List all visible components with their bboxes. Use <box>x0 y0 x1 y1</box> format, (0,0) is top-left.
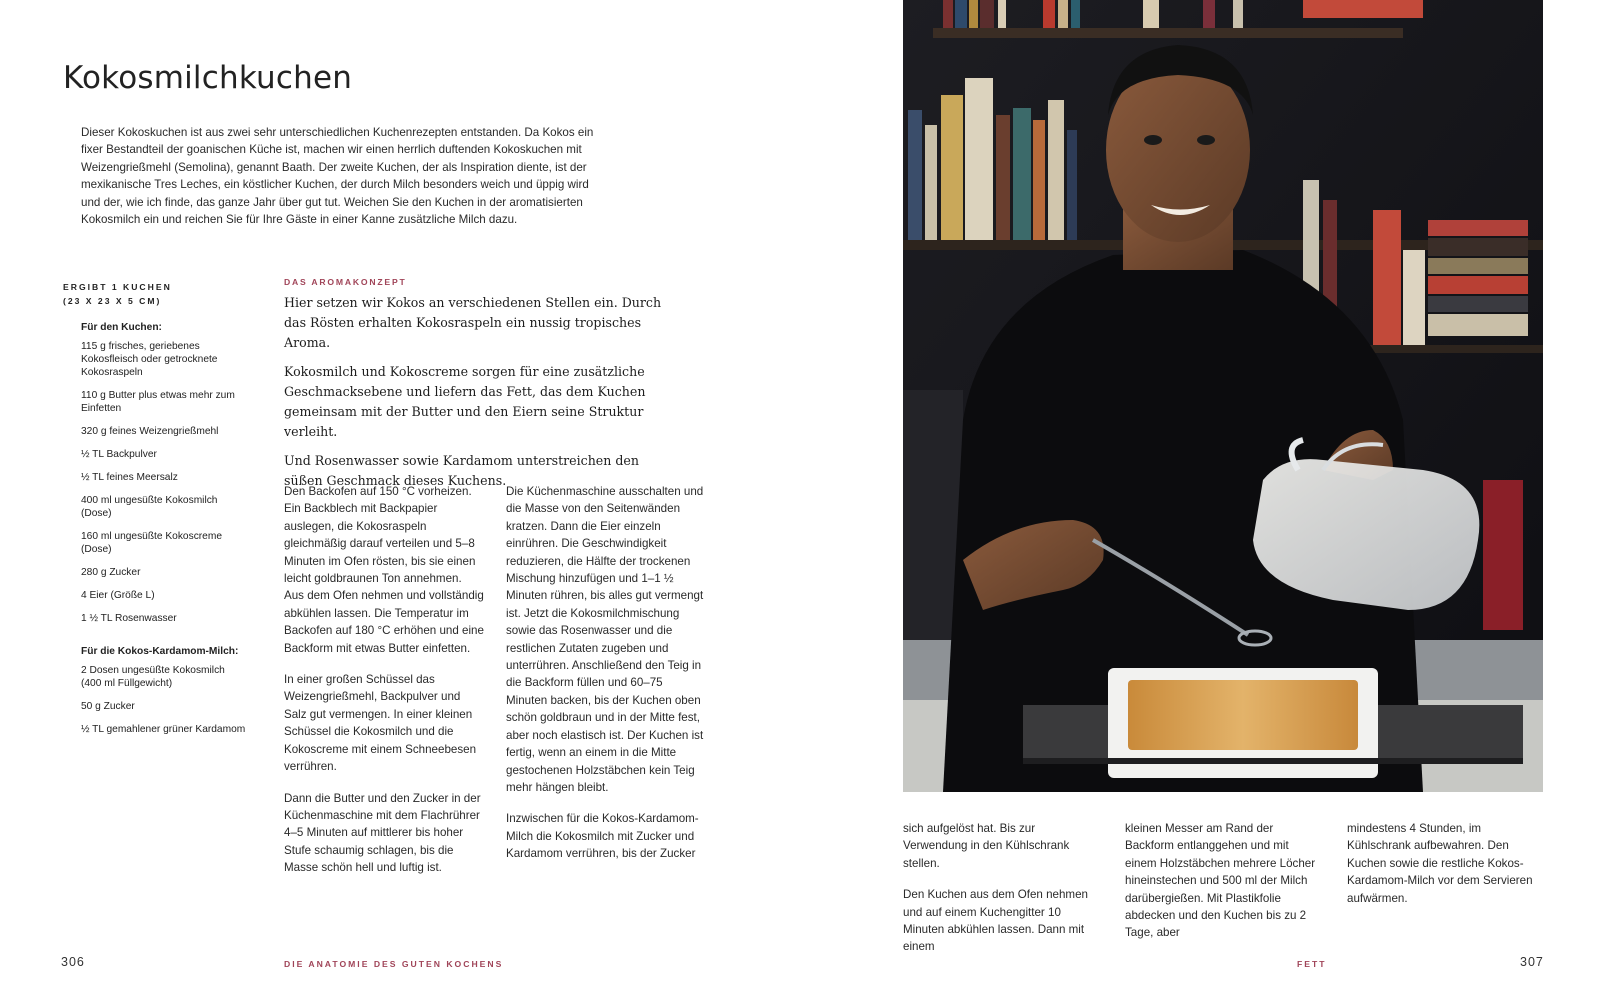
running-title-left: DIE ANATOMIE DES GUTEN KOCHENS <box>284 959 504 969</box>
yield-line-2: (23 X 23 X 5 CM) <box>63 296 162 306</box>
ingredient-item: 160 ml ungesüßte Kokoscreme (Dose) <box>81 531 222 555</box>
ingredient-item: 400 ml ungesüßte Kokosmilch (Dose) <box>81 495 218 519</box>
ingredient-item: 2 Dosen ungesüßte Kokosmilch (400 ml Füllgewicht) <box>81 665 225 689</box>
method-paragraph: Inzwischen für die Kokos-Kardamom-Milch die Kokosmilch mit Zucker und Kardamom verrühren, bis der Zucker <box>506 812 699 861</box>
aroma-concept <box>284 293 664 500</box>
ingredient-item: 110 g Butter plus etwas mehr zum Einfetten <box>81 390 235 414</box>
aroma-concept-paragraph: Kokosmilch und Kokoscreme sorgen für eine zusätzliche Geschmacksebene und liefern das Fett, das dem Kuchen gemeinsam mit der Butter und den Eiern seine Struktur verleiht. <box>284 364 646 439</box>
ingredient-item: 115 g frisches, geriebenes Kokosfleisch oder getrocknete Kokosraspeln <box>81 341 218 378</box>
ingredient-list <box>81 321 246 746</box>
method-paragraph: kleinen Messer am Rand der Backform entlanggehen und mit einem Holzstäbchen mehrere Löcher hineinstechen und 500 ml der Milch darübergießen. Mit Plastikfolie abdecken und den Kuchen bis zu 2 Tage, aber <box>1125 822 1316 940</box>
ingredient-item: 4 Eier (Größe L) <box>81 590 155 601</box>
ingredient-group-milk <box>81 664 246 736</box>
aroma-concept-paragraph: Hier setzen wir Kokos an verschiedenen Stellen ein. Durch das Rösten erhalten Kokosraspeln ein nussig tropisches Aroma. <box>284 295 662 350</box>
method-column-4 <box>1125 820 1323 956</box>
recipe-intro: Dieser Kokoskuchen ist aus zwei sehr unterschiedlichen Kuchenrezepten entstanden. Da Kokos ein fixer Bestandteil der goanischen Küche ist, machen wir einen herrlich duftenden Kokoskuchen mit Weizengrießmehl (Semolina), genannt Baath. Der zweite Kuchen, der als Inspiration diente, ist der mexikanische Tres Leches, ein köstlicher Kuchen, der durch Milch besonders weich und üppig wird und der, wie ich finde, das ganze Jahr über gut tut. Weichen Sie den Kuchen in der aromatisierten Kokosmilch ein und reichen Sie für Ihre Gäste in einer Kanne zusätzliche Milch dazu. <box>81 126 594 227</box>
method-paragraph: Die Küchenmaschine ausschalten und die Masse von den Seitenwänden kratzen. Dann die Eier einzeln einrühren. Die Geschwindigkeit reduzieren, die Hälfte der trockenen Mischung hinzufügen und 1–1 ½ Minuten rühren, bis alles gut vermengt ist. Jetzt die Kokosmilchmischung sowie das Rosenwasser und die restlichen Zutaten zugeben und unterrühren. Anschließend den Teig in die Backform füllen und 60–75 Minuten backen, bis der Kuchen oben schön goldbraun und in der Mitte fest, aber noch elastisch ist. Der Kuchen ist fertig, wenn an einem in die Mitte gestochenen Holzstäbchen kein Teig mehr hängen bleibt. <box>506 485 704 794</box>
method-column-3 <box>903 820 1101 970</box>
ingredient-item: ½ TL feines Meersalz <box>81 472 178 483</box>
method-paragraph: Den Backofen auf 150 °C vorheizen. Ein Backblech mit Backpapier auslegen, die Kokosraspeln gleichmäßig darauf verteilen und 5–8 Minuten im Ofen rösten, bis sie einen leicht goldbraunen Ton annehmen. Aus dem Ofen nehmen und vollständig abkühlen lassen. Die Temperatur im Backofen auf 180 °C erhöhen und eine Backform mit etwas Butter einfetten. <box>284 485 484 655</box>
ingredient-group-cake <box>81 340 246 625</box>
method-column-2 <box>506 483 706 877</box>
chef-photo <box>903 0 1543 792</box>
yield-line-1: ERGIBT 1 KUCHEN <box>63 282 172 292</box>
method-paragraph: mindestens 4 Stunden, im Kühlschrank aufbewahren. Den Kuchen sowie die restliche Kokos-Kardamom-Milch vor dem Servieren aufwärmen. <box>1347 822 1533 905</box>
method-paragraph: Den Kuchen aus dem Ofen nehmen und auf einem Kuchengitter 10 Minuten abkühlen lassen. Dann mit einem <box>903 888 1088 954</box>
recipe-title: Kokosmilchkuchen <box>63 60 353 96</box>
ingredient-item: 50 g Zucker <box>81 701 135 712</box>
aroma-concept-paragraph: Und Rosenwasser sowie Kardamom unterstreichen den süßen Geschmack dieses Kuchens. <box>284 453 639 488</box>
method-column-1 <box>284 483 484 891</box>
ingredient-item: ½ TL Backpulver <box>81 449 157 460</box>
method-column-5 <box>1347 820 1545 921</box>
aroma-concept-label: DAS AROMAKONZEPT <box>284 277 407 287</box>
ingredient-group-heading-cake: Für den Kuchen: <box>81 322 162 333</box>
page-number-right: 307 <box>1520 955 1544 969</box>
page-number-left: 306 <box>61 955 85 969</box>
ingredient-group-heading-milk: Für die Kokos-Kardamom-Milch: <box>81 646 239 657</box>
method-paragraph: sich aufgelöst hat. Bis zur Verwendung in den Kühlschrank stellen. <box>903 822 1070 870</box>
method-paragraph: In einer großen Schüssel das Weizengrießmehl, Backpulver und Salz gut vermengen. In einer kleinen Schüssel die Kokosmilch und die Kokoscreme mit einem Schneebesen verrühren. <box>284 673 477 774</box>
ingredient-item: 280 g Zucker <box>81 567 141 578</box>
method-paragraph: Dann die Butter und den Zucker in der Küchenmaschine mit dem Flachrührer 4–5 Minuten auf mittlerer bis hoher Stufe schaumig schlagen, bis die Masse schön hell und luftig ist. <box>284 791 481 875</box>
ingredient-item: ½ TL gemahlener grüner Kardamom <box>81 724 246 735</box>
recipe-yield <box>63 280 238 308</box>
ingredient-item: 320 g feines Weizengrießmehl <box>81 426 219 437</box>
running-title-right: FETT <box>1297 959 1327 969</box>
ingredient-item: 1 ½ TL Rosenwasser <box>81 613 177 624</box>
